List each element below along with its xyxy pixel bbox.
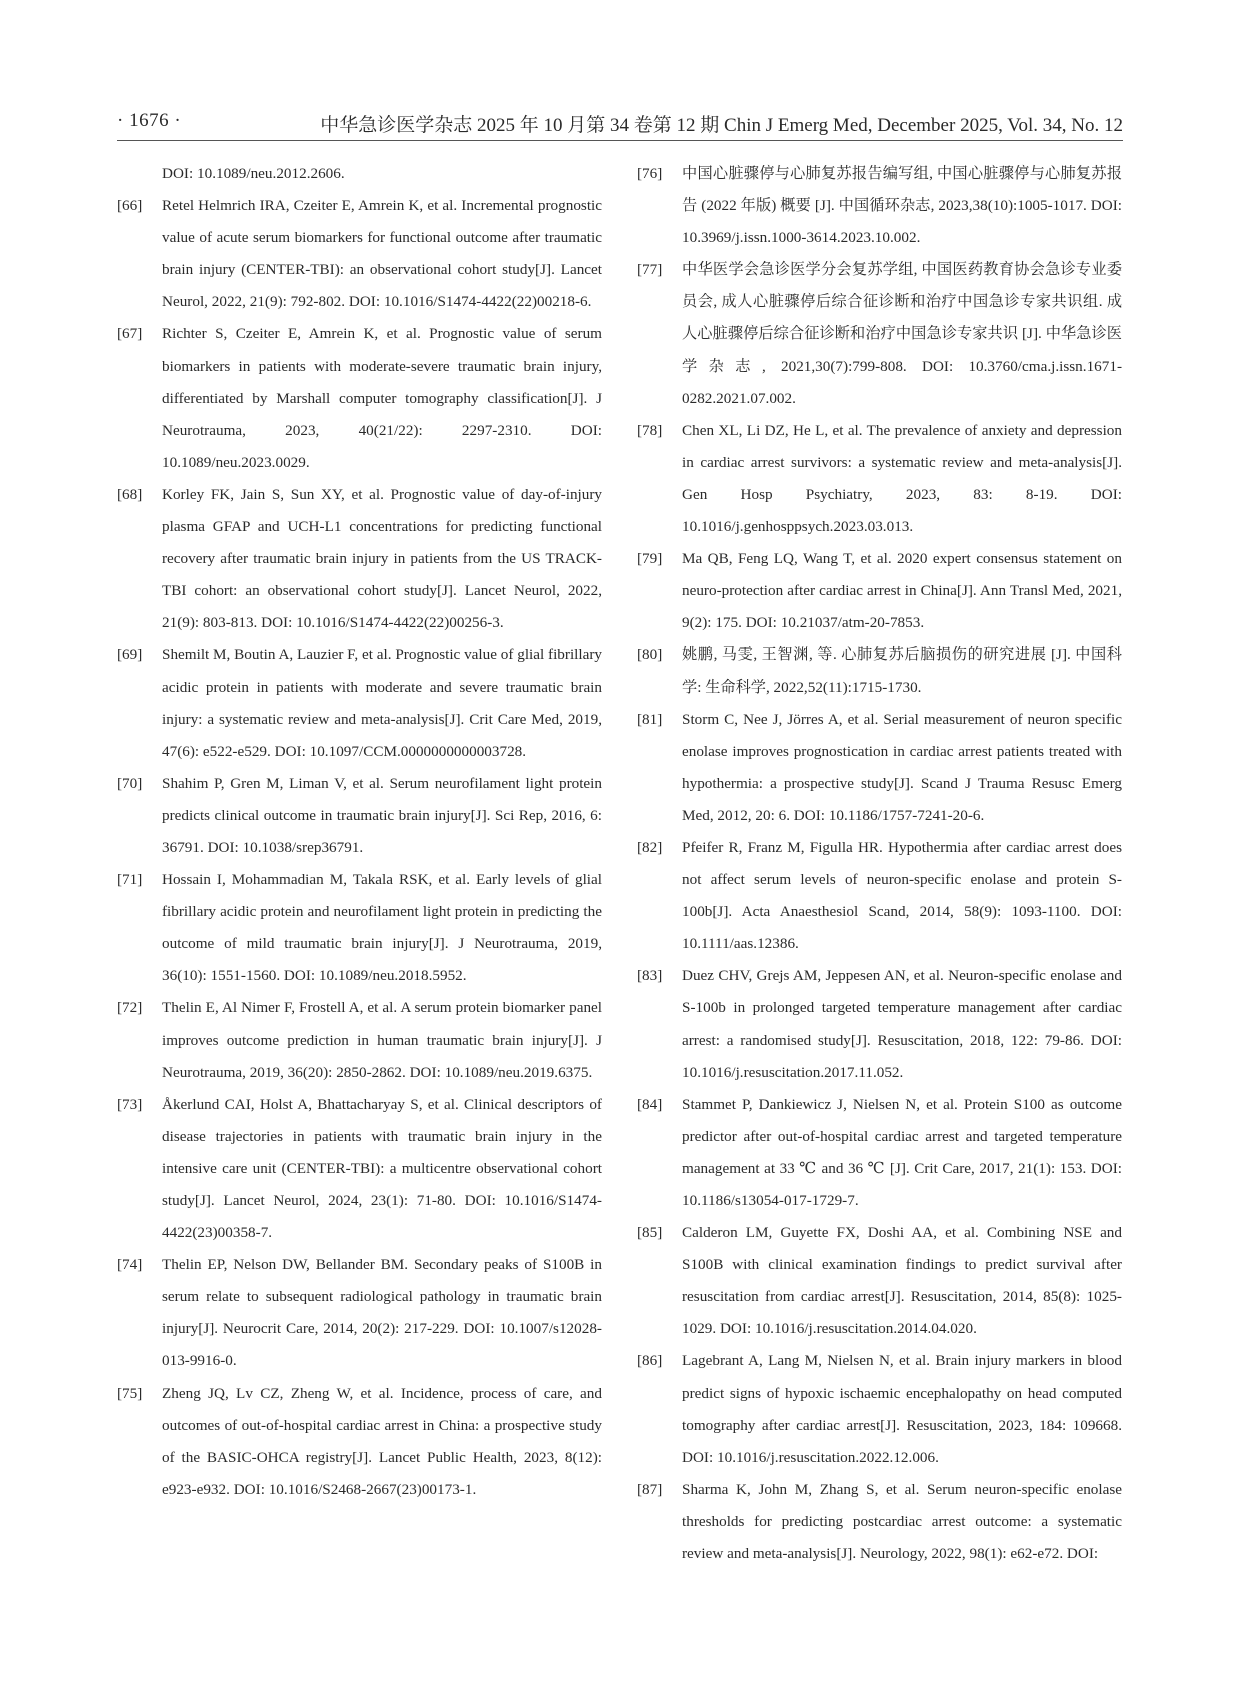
reference-text: Lagebrant A, Lang M, Nielsen N, et al. Brain injury markers in blood predict signs of hypoxic ischaemic encephalopathy on head computed tomography after cardiac arrest[J]. Resuscitation, 2023, 184: 109668. DOI: 10.1016/j.resuscitation.2022.12.006. — [682, 1352, 1122, 1466]
running-header — [117, 108, 1123, 141]
reference-text: Richter S, Czeiter E, Amrein K, et al. Prognostic value of serum biomarkers in patients with moderate-severe traumatic brain injury, differentiated by Marshall computer tomography classification[J]. J Neurotrauma, 2023, 40(21/22): 2297-2310. DOI: 10.1089/neu.2023.0029. — [162, 325, 602, 471]
reference-text: 中华医学会急诊医学分会复苏学组, 中国医药教育协会急诊专业委员会, 成人心脏骤停后综合征诊断和治疗中国急诊专家共识组. 成人心脏骤停后综合征诊断和治疗中国急诊专家共识 [J]. 中华急诊医学杂志, 2021,30(7):799-808. DOI: 10.3760/cma.j.issn.1671-0282.2021.07.002. — [682, 261, 1122, 407]
reference-text: Retel Helmrich IRA, Czeiter E, Amrein K, et al. Incremental prognostic value of acute serum biomarkers for functional outcome after traumatic brain injury (CENTER-TBI): an observational cohort study[J]. Lancet Neurol, 2022, 21(9): 792-802. DOI: 10.1016/S1474-4422(22)00218-6. — [162, 197, 602, 311]
reference-text: Sharma K, John M, Zhang S, et al. Serum neuron-specific enolase thresholds for predicting postcardiac arrest outcome: a systematic review and meta-analysis[J]. Neurology, 2022, 98(1): e62-e72. DOI: — [682, 1480, 1122, 1563]
reference-item — [117, 318, 602, 478]
reference-item — [117, 992, 602, 1088]
reference-item — [637, 960, 1122, 1088]
reference-item — [117, 1249, 602, 1377]
right-reference-column — [637, 158, 1122, 1570]
reference-item — [117, 1378, 602, 1506]
reference-item — [117, 479, 602, 639]
reference-text: Calderon LM, Guyette FX, Doshi AA, et al. Combining NSE and S100B with clinical examination findings to predict survival after resuscitation from cardiac arrest[J]. Resuscitation, 2014, 85(8): 1025-1029. DOI: 10.1016/j.resuscitation.2014.04.020. — [682, 1224, 1122, 1338]
reference-number: [77] — [637, 261, 663, 279]
reference-number: [73] — [117, 1095, 143, 1113]
reference-continuation: DOI: 10.1089/neu.2012.2606. — [162, 165, 345, 182]
reference-text: Åkerlund CAI, Holst A, Bhattacharyay S, et al. Clinical descriptors of disease trajectories in patients with traumatic brain injury in the intensive care unit (CENTER-TBI): a multicentre observational cohort study[J]. Lancet Neurol, 2024, 23(1): 71-80. DOI: 10.1016/S1474-4422(23)00358-7. — [162, 1095, 602, 1242]
reference-number: [84] — [637, 1095, 663, 1113]
reference-text: Zheng JQ, Lv CZ, Zheng W, et al. Incidence, process of care, and outcomes of out-of-hospital cardiac arrest in China: a prospective study of the BASIC-OHCA registry[J]. Lancet Public Health, 2023, 8(12): e923-e932. DOI: 10.1016/S2468-2667(23)00173-1. — [162, 1384, 602, 1498]
reference-number: [69] — [117, 646, 143, 664]
reference-text: Ma QB, Feng LQ, Wang T, et al. 2020 expert consensus statement on neuro-protection after cardiac arrest in China[J]. Ann Transl Med, 2021, 9(2): 175. DOI: 10.21037/atm-20-7853. — [682, 550, 1122, 632]
reference-item — [637, 832, 1122, 960]
reference-number: [83] — [637, 967, 663, 985]
reference-number: [66] — [117, 197, 143, 215]
reference-item — [637, 415, 1122, 543]
reference-text: Thelin EP, Nelson DW, Bellander BM. Secondary peaks of S100B in serum relate to subsequent radiological pathology in traumatic brain injury[J]. Neurocrit Care, 2014, 20(2): 217-229. DOI: 10.1007/s12028-013-9916-0. — [162, 1256, 602, 1370]
reference-text: Hossain I, Mohammadian M, Takala RSK, et al. Early levels of glial fibrillary acidic protein and neurofilament light protein in predicting the outcome of mild traumatic brain injury[J]. J Neurotrauma, 2019, 36(10): 1551-1560. DOI: 10.1089/neu.2018.5952. — [162, 871, 602, 985]
reference-item — [117, 1089, 602, 1249]
reference-text: Chen XL, Li DZ, He L, et al. The prevalence of anxiety and depression in cardiac arrest survivors: a systematic review and meta-analysis[J]. Gen Hosp Psychiatry, 2023, 83: 8-19. DOI: 10.1016/j.genhosppsych.2023.03.013. — [682, 421, 1122, 536]
reference-number: [78] — [637, 421, 663, 439]
reference-text: Thelin E, Al Nimer F, Frostell A, et al. A serum protein biomarker panel improves outcome prediction in human traumatic brain injury[J]. J Neurotrauma, 2019, 36(20): 2850-2862. DOI: 10.1089/neu.2019.6375. — [162, 999, 602, 1081]
reference-text: 姚鹏, 马雯, 王智渊, 等. 心肺复苏后脑损伤的研究进展 [J]. 中国科学: 生命科学, 2022,52(11):1715-1730. — [682, 646, 1122, 696]
reference-number: [71] — [117, 871, 143, 889]
reference-number: [68] — [117, 485, 143, 503]
reference-number: [72] — [117, 999, 143, 1017]
reference-item — [117, 864, 602, 992]
reference-item — [637, 543, 1122, 639]
page-number: · 1676 · — [117, 110, 182, 131]
reference-item — [117, 639, 602, 767]
reference-item — [637, 254, 1122, 414]
reference-number: [79] — [637, 550, 663, 568]
reference-item — [637, 639, 1122, 703]
journal-citation-line: 中华急诊医学杂志 2025 年 10 月第 34 卷第 12 期 Chin J Emerg Med, December 2025, Vol. 34, No. 12 — [320, 115, 1123, 136]
reference-item — [637, 1089, 1122, 1217]
right-reference-list — [637, 158, 1122, 1570]
reference-item — [637, 1474, 1122, 1570]
reference-number: [81] — [637, 710, 663, 728]
reference-text: Pfeifer R, Franz M, Figulla HR. Hypothermia after cardiac arrest does not affect serum levels of neuron-specific enolase and protein S-100b[J]. Acta Anaesthesiol Scand, 2014, 58(9): 1093-1100. DOI: 10.1111/aas.12386. — [682, 838, 1122, 953]
reference-text: Storm C, Nee J, Jörres A, et al. Serial measurement of neuron specific enolase improves prognostication in cardiac arrest patients treated with hypothermia: a prospective study[J]. Scand J Trauma Resusc Emerg Med, 2012, 20: 6. DOI: 10.1186/1757-7241-20-6. — [682, 710, 1122, 824]
reference-item — [117, 768, 602, 864]
reference-number: [70] — [117, 774, 143, 792]
reference-text: Stammet P, Dankiewicz J, Nielsen N, et al. Protein S100 as outcome predictor after out-of-hospital cardiac arrest and targeted temperature management at 33 ℃ and 36 ℃ [J]. Crit Care, 2017, 21(1): 153. DOI: 10.1186/s13054-017-1729-7. — [682, 1095, 1122, 1209]
reference-text: Shemilt M, Boutin A, Lauzier F, et al. Prognostic value of glial fibrillary acidic protein in patients with moderate and severe traumatic brain injury: a systematic review and meta-analysis[J]. Crit Care Med, 2019, 47(6): e522-e529. DOI: 10.1097/CCM.0000000000003728. — [162, 646, 602, 760]
reference-item — [117, 190, 602, 318]
reference-number: [82] — [637, 838, 663, 856]
reference-number: [86] — [637, 1352, 663, 1370]
left-reference-list — [117, 190, 602, 1506]
reference-text: Duez CHV, Grejs AM, Jeppesen AN, et al. Neuron-specific enolase and S-100b in prolonged targeted temperature management after cardiac arrest: a randomised study[J]. Resuscitation, 2018, 122: 79-86. DOI: 10.1016/j.resuscitation.2017.11.052. — [682, 967, 1122, 1081]
reference-text: Korley FK, Jain S, Sun XY, et al. Prognostic value of day-of-injury plasma GFAP and UCH-L1 concentrations for predicting functional recovery after traumatic brain injury in patients from the US TRACK-TBI cohort: an observational cohort study[J]. Lancet Neurol, 2022, 21(9): 803-813. DOI: 10.1016/S1474-4422(22)00256-3. — [162, 485, 602, 632]
reference-item — [637, 1345, 1122, 1473]
reference-number: [87] — [637, 1480, 663, 1498]
reference-number: [75] — [117, 1384, 143, 1402]
reference-text: 中国心脏骤停与心肺复苏报告编写组, 中国心脏骤停与心肺复苏报告 (2022 年版) 概要 [J]. 中国循环杂志, 2023,38(10):1005-1017. DOI: 10.3969/j.issn.1000-3614.2023.10.002. — [682, 165, 1122, 247]
reference-text: Shahim P, Gren M, Liman V, et al. Serum neurofilament light protein predicts clinical outcome in traumatic brain injury[J]. Sci Rep, 2016, 6: 36791. DOI: 10.1038/srep36791. — [162, 774, 602, 856]
reference-item — [637, 1217, 1122, 1345]
reference-number: [80] — [637, 646, 663, 664]
reference-number: [76] — [637, 165, 663, 182]
reference-number: [67] — [117, 325, 143, 343]
reference-number: [85] — [637, 1224, 663, 1242]
reference-number: [74] — [117, 1256, 143, 1274]
left-reference-column — [117, 158, 602, 1506]
reference-item — [637, 704, 1122, 832]
reference-item — [637, 158, 1122, 254]
